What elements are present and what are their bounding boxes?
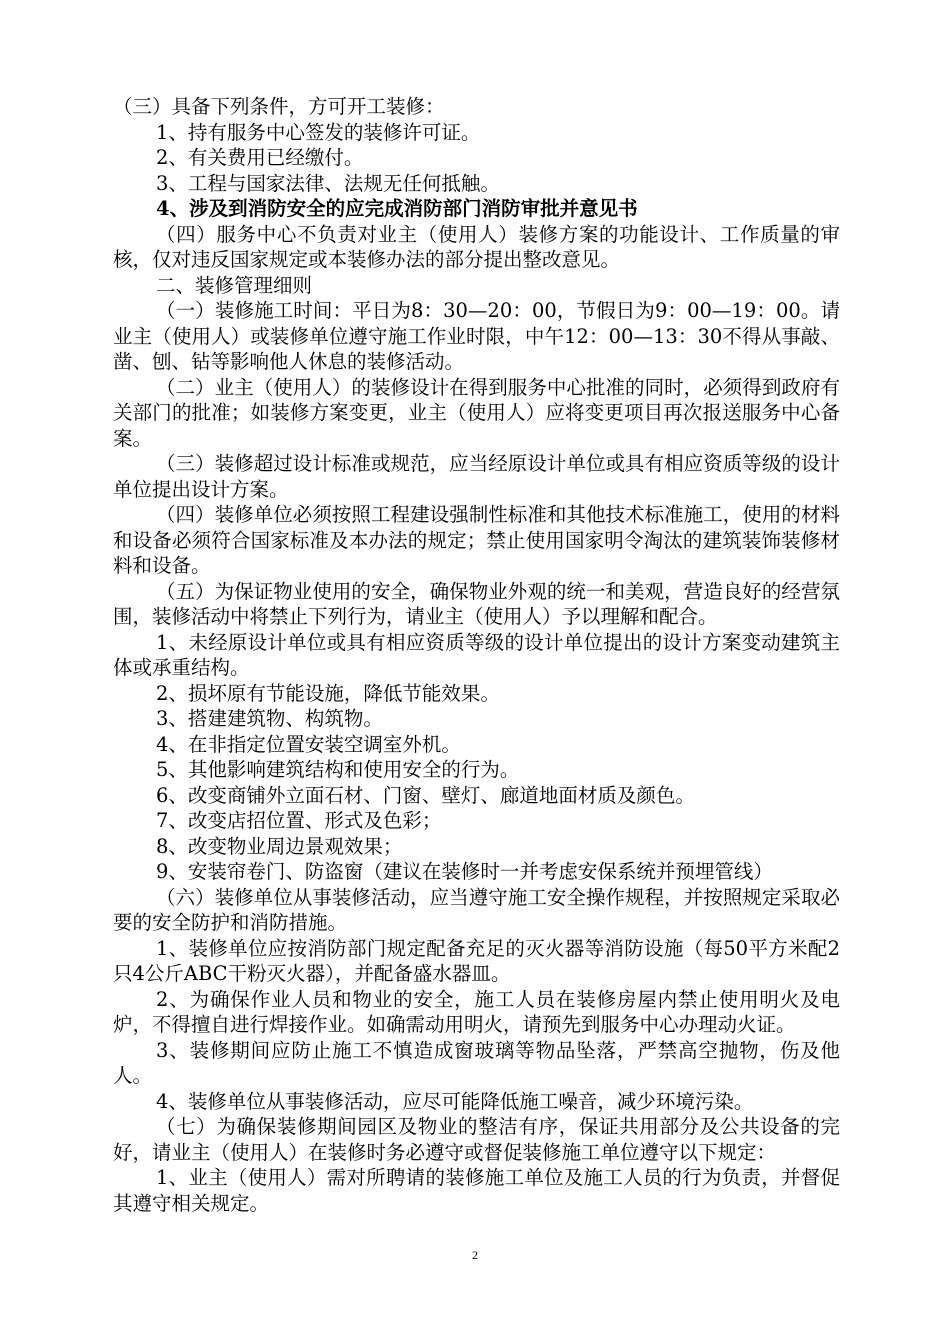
paragraph: （四）服务中心不负责对业主（使用人）装修方案的功能设计、工作质量的审核，仅对违反国家规定或本装修办法的部分提出整改意见。 — [113, 222, 840, 271]
paragraph: （三）装修超过设计标准或规范，应当经原设计单位或具有相应资质等级的设计单位提出设计方案。 — [113, 452, 840, 501]
paragraph: 3、工程与国家法律、法规无任何抵触。 — [156, 171, 500, 195]
paragraph: 9、安装帘卷门、防盗窗（建议在装修时一并考虑安保系统并预埋管线） — [156, 860, 773, 883]
paragraph: 1、未经原设计单位或具有相应资质等级的设计单位提出的设计方案变动建筑主体或承重结构。 — [113, 630, 840, 679]
paragraph: 4、装修单位从事装修活动，应尽可能降低施工噪音，减少环境污染。 — [156, 1089, 754, 1113]
paragraph: 3、装修期间应防止施工不慎造成窗玻璃等物品坠落，严禁高空抛物，伤及他人。 — [113, 1038, 840, 1087]
paragraph: 1、业主（使用人）需对所聘请的装修施工单位及施工人员的行为负责，并督促其遵守相关规定。 — [113, 1166, 840, 1215]
paragraph: 1、装修单位应按消防部门规定配备充足的灭火器等消防设施（每50平方米配2只4公斤ABC干粉灭火器），并配备盛水器皿。 — [113, 936, 840, 985]
paragraph: （七）为确保装修期间园区及物业的整洁有序，保证共用部分及公共设备的完好，请业主（使用人）在装修时务必遵守或督促装修施工单位遵守以下规定： — [113, 1115, 840, 1164]
paragraph: 1、持有服务中心签发的装修许可证。 — [156, 120, 481, 144]
paragraph: 6、改变商铺外立面石材、门窗、壁灯、廊道地面材质及颜色。 — [156, 783, 695, 807]
paragraph: 4、涉及到消防安全的应完成消防部门消防审批并意见书 — [156, 197, 638, 220]
paragraph: （一）装修施工时间：平日为8：30—20：00，节假日为9：00—19：00。请业主（使用人）或装修单位遵守施工作业时限，中午12：00—13：30不得从事敲、凿、刨、钻等影响他人休息的装修活动。 — [113, 299, 840, 373]
paragraph: 5、其他影响建筑结构和使用安全的行为。 — [156, 758, 520, 781]
page-number: 2 — [472, 1248, 478, 1262]
paragraph: （四）装修单位必须按照工程建设强制性标准和其他技术标准施工，使用的材料和设备必须符合国家标准及本办法的规定；禁止使用国家明令淘汰的建筑装饰装修材料和设备。 — [113, 503, 840, 577]
paragraph: 2、损坏原有节能设施，降低节能效果。 — [156, 681, 500, 705]
paragraph: （六）装修单位从事装修活动，应当遵守施工安全操作规程，并按照规定采取必要的安全防护和消防措施。 — [113, 885, 840, 934]
paragraph: 7、改变店招位置、形式及色彩； — [156, 809, 442, 832]
paragraph: 8、改变物业周边景观效果； — [156, 834, 403, 858]
paragraph: （五）为保证物业使用的安全，确保物业外观的统一和美观，营造良好的经营氛围，装修活动中将禁止下列行为，请业主（使用人）予以理解和配合。 — [113, 579, 840, 628]
paragraph: 2、有关费用已经缴付。 — [156, 146, 364, 169]
document-body — [113, 94, 840, 1216]
paragraph: 3、搭建建筑物、构筑物。 — [156, 707, 383, 730]
paragraph: 二、装修管理细则 — [156, 273, 313, 297]
paragraph: （三）具备下列条件，方可开工装修： — [113, 95, 445, 118]
paragraph: 4、在非指定位置安装空调室外机。 — [156, 732, 461, 756]
paragraph: 2、为确保作业人员和物业的安全，施工人员在装修房屋内禁止使用明火及电炉，不得擅自进行焊接作业。如确需动用明火，请预先到服务中心办理动火证。 — [113, 987, 840, 1036]
paragraph: （二）业主（使用人）的装修设计在得到服务中心批准的同时，必须得到政府有关部门的批准；如装修方案变更，业主（使用人）应将变更项目再次报送服务中心备案。 — [113, 375, 840, 450]
